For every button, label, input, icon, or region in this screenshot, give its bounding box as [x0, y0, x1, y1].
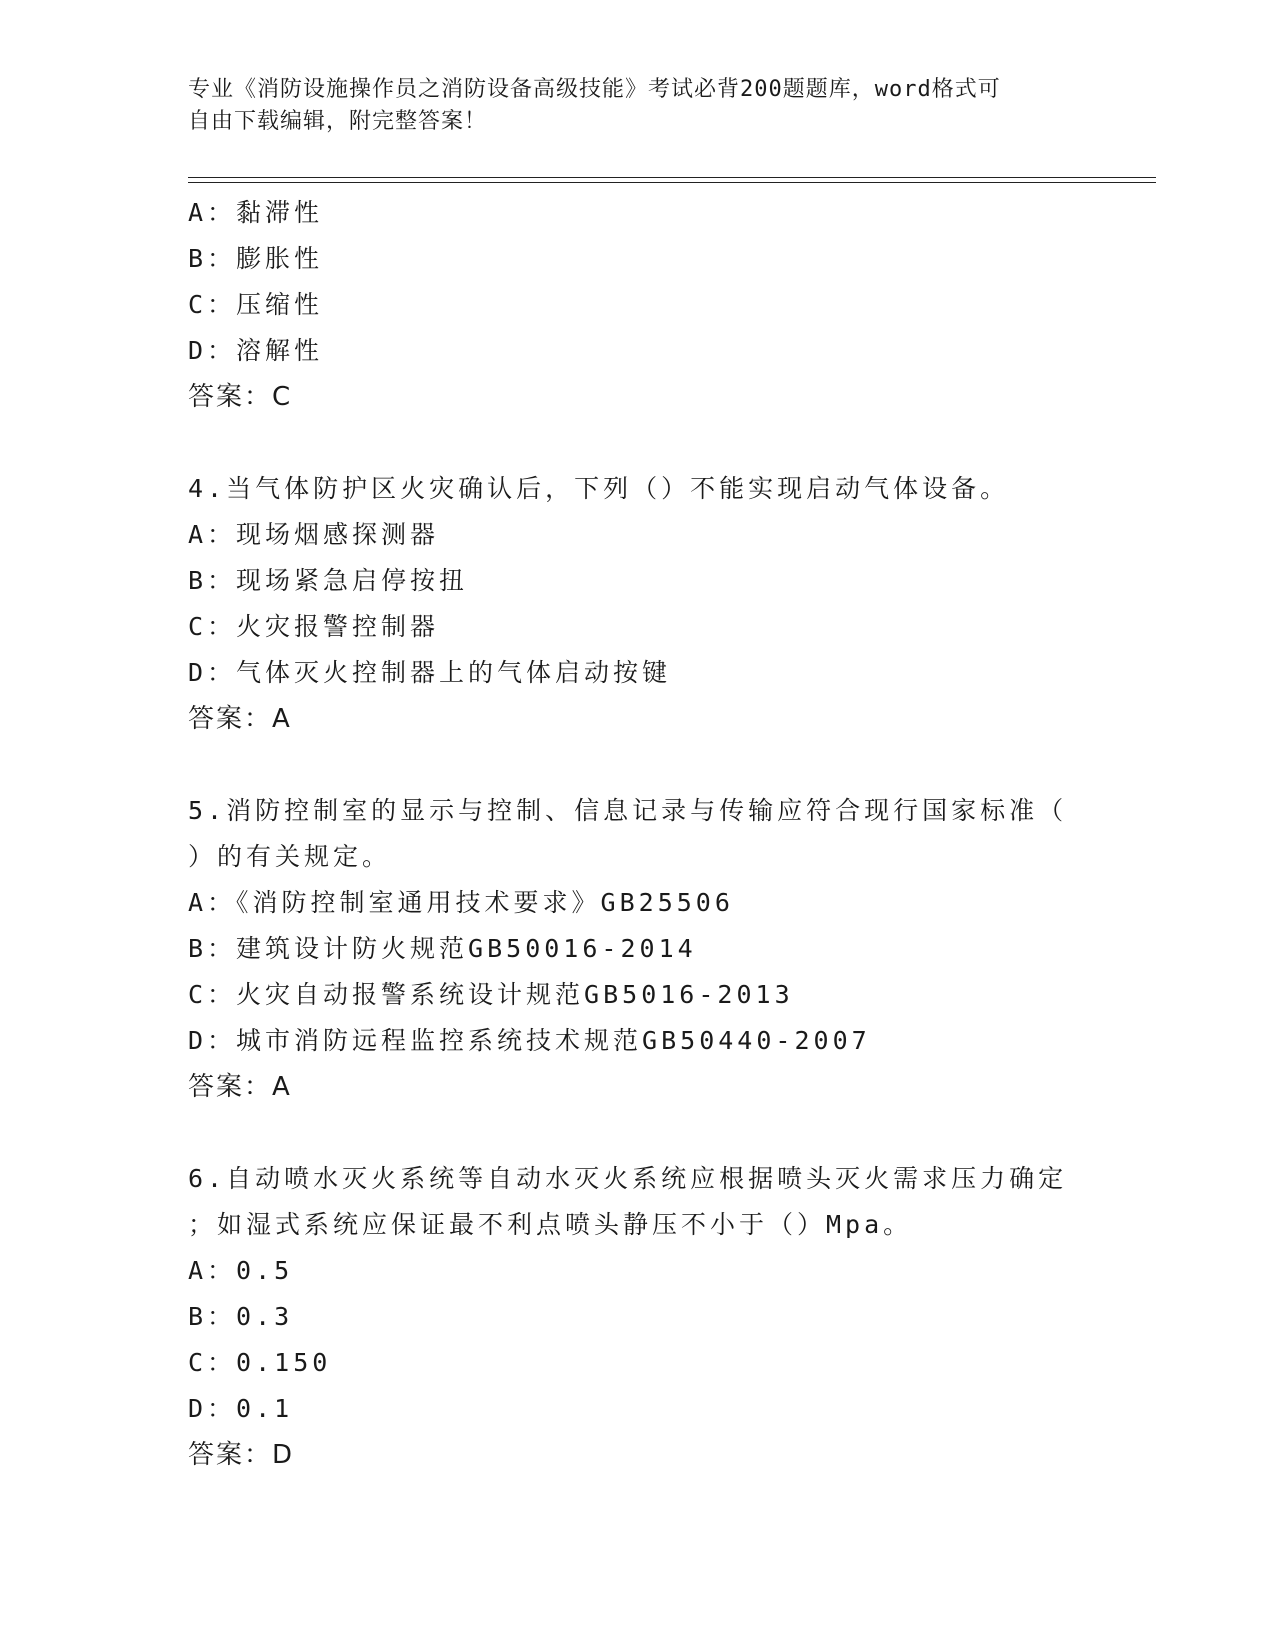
question-stem: 4.当气体防护区火灾确认后，下列（）不能实现启动气体设备。: [188, 474, 1010, 503]
option-b: B：膨胀性: [188, 244, 324, 273]
spacer: [188, 742, 1088, 788]
question-stem-continued: ）的有关规定。: [188, 842, 392, 871]
question-stem-continued: ；如湿式系统应保证最不利点喷头静压不小于（）Mpa。: [188, 1210, 913, 1239]
option-a: A：0.5: [188, 1256, 294, 1285]
option-d: D：溶解性: [188, 336, 324, 365]
option-b: B：0.3: [188, 1302, 294, 1331]
option-d: D：0.1: [188, 1394, 294, 1423]
option-a: A：现场烟感探测器: [188, 520, 440, 549]
option-d: D：城市消防远程监控系统技术规范GB50440-2007: [188, 1026, 871, 1055]
option-a: A：黏滞性: [188, 198, 324, 227]
header-line-1: 专业《消防设施操作员之消防设备高级技能》考试必背200题题库，word格式可: [188, 77, 1001, 102]
header-divider-bottom: [188, 182, 1156, 183]
question-5: [188, 788, 1088, 1110]
option-c: C：0.150: [188, 1348, 332, 1377]
option-d: D：气体灭火控制器上的气体启动按键: [188, 658, 672, 687]
answer-line: 答案：D: [188, 1440, 295, 1470]
header-line-2: 自由下载编辑，附完整答案！: [188, 109, 488, 134]
option-c: C：火灾报警控制器: [188, 612, 440, 641]
answer-line: 答案：A: [188, 704, 292, 734]
document-header: [188, 74, 1088, 138]
question-6: [188, 1156, 1088, 1478]
spacer: [188, 420, 1088, 466]
option-a: A：《消防控制室通用技术要求》GB25506: [188, 888, 734, 917]
option-c: C：火灾自动报警系统设计规范GB5016-2013: [188, 980, 794, 1009]
question-stem: 6.自动喷水灭火系统等自动水灭火系统应根据喷头灭火需求压力确定: [188, 1164, 1068, 1193]
answer-line: 答案：C: [188, 382, 293, 412]
question-4: [188, 466, 1088, 742]
option-b: B：建筑设计防火规范GB50016-2014: [188, 934, 697, 963]
question-stem: 5.消防控制室的显示与控制、信息记录与传输应符合现行国家标准（: [188, 796, 1068, 825]
option-b: B：现场紧急启停按扭: [188, 566, 469, 595]
spacer: [188, 1110, 1088, 1156]
answer-line: 答案：A: [188, 1072, 292, 1102]
question-3: [188, 190, 1088, 420]
header-divider-top: [188, 177, 1156, 178]
option-c: C：压缩性: [188, 290, 324, 319]
question-list: [188, 190, 1088, 1478]
